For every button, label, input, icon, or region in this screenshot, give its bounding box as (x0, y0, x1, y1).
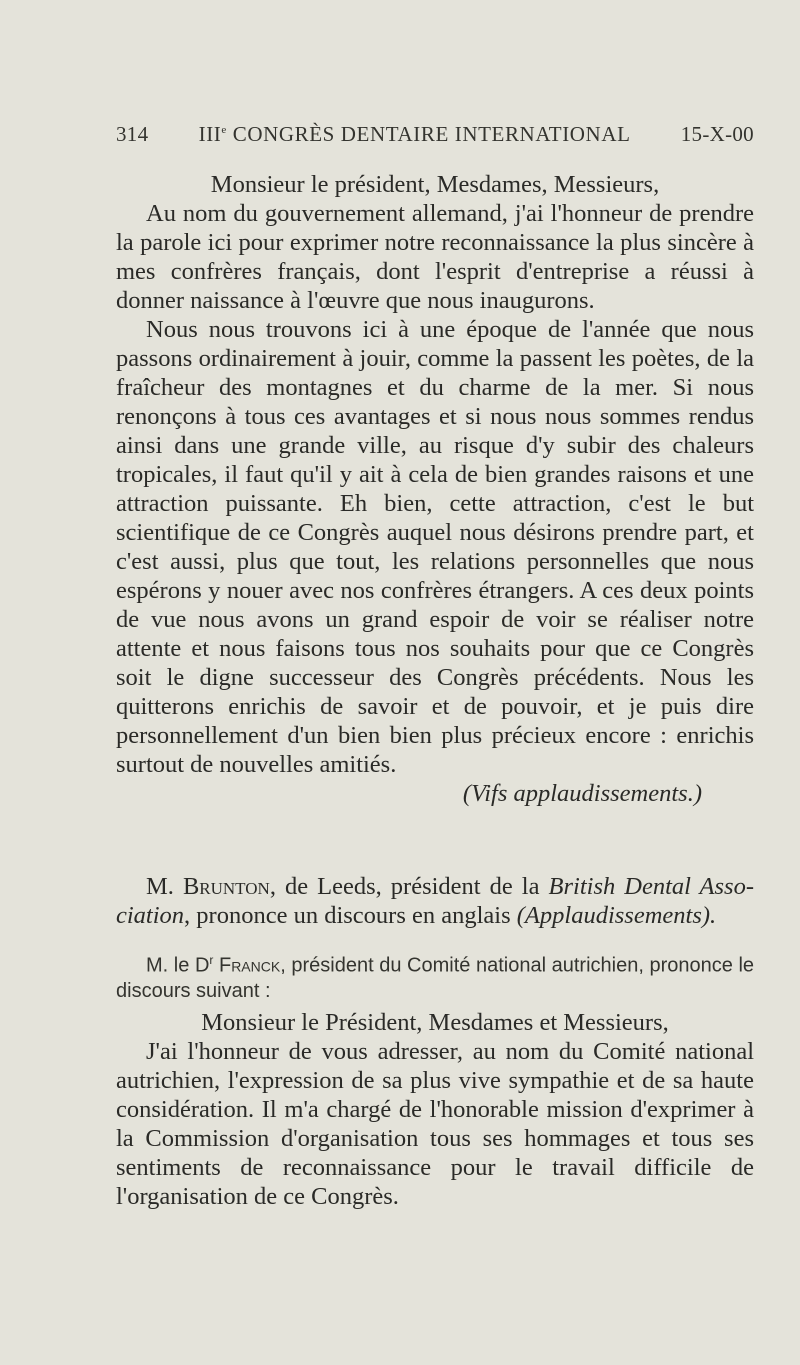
congress-title: CONGRÈS DENTAIRE INTERNATIONAL (226, 122, 631, 146)
brunton-association: British Dental Association (116, 873, 755, 929)
paragraph-austrian-1: J'ai l'honneur de vous adresser, au nom du Comité national autrichien, l'expression de sa plus vive sympathie et de sa haute considération. Il m'a chargé de l'honorable mission d'exprimer à la Commission d'organisation tous ses hommages et tous ses sentiments de reconnaissance pour le travail difficile de l'organisation de ce Congrès. (116, 1038, 754, 1210)
speech-austrian (116, 1008, 754, 1211)
franck-name: Franck (218, 954, 281, 977)
salutation-austrian: Monsieur le Président, Mesdames et Messieurs, (201, 1009, 669, 1036)
header-date: 15-X-00 (680, 122, 754, 146)
franck-prefix: M. le D (146, 954, 210, 977)
franck-text: , président du Comité national autrichien, prononce le discours suivant : (116, 954, 755, 1002)
brunton-name: Brunton (182, 873, 270, 900)
brunton-text-before: , de Leeds, président de la (269, 873, 549, 900)
running-title (199, 122, 631, 147)
roman-ordinal-suffix: e (221, 124, 227, 136)
brunton-prefix: M. (146, 873, 183, 900)
paragraph-german-2: Nous nous trouvons ici à une époque de l'année que nous passons ordinairement à jouir, comme la passent les poètes, de la fraîcheur des montagnes et du charme de la mer. Si nous renonçons à tous ces avantages et si nous nous sommes rendus ainsi dans une grande ville, au risque d'y subir des chaleurs tropicales, il faut qu'il y ait à cela de bien grandes raisons et une attraction puissante. Eh bien, cette attraction, c'est le but scientifique de ce Congrès auquel nous désirons prendre part, et c'est aussi, plus que tout, les relations personnelles que nous espérons y nouer avec nos confrères étrangers. A ces deux points de vue nous avons un grand espoir de voir se réaliser notre attente et nous faisons tous nos souhaits pour que ce Congrès soit le digne successeur des Congrès précédents. Nous les quitterons enrichis de savoir et de pouvoir, et je puis dire personnellement d'un bien bien plus précieux encore : enrichis surtout de nouvelles amitiés. (116, 316, 754, 778)
salutation-german: Monsieur le président, Mesdames, Messieurs, (210, 171, 660, 198)
franck-prefix-sup: r (209, 953, 214, 967)
congress-roman-numeral: III (198, 122, 222, 146)
brunton-text-after: , prononce un discours en anglais (184, 902, 517, 929)
paragraph-german-1: Au nom du gouvernement allemand, j'ai l'honneur de prendre la parole ici pour exprimer notre reconnaissance la plus sincère à mes confrères français, dont l'esprit d'entreprise a réussi à donner naissance à l'œuvre que nous inaugurons. (116, 200, 754, 314)
page-number: 314 (116, 122, 149, 146)
applause-note: (Vifs applaudissements.) (462, 780, 702, 807)
speech-german (116, 170, 754, 808)
brunton-paragraph (116, 872, 754, 930)
brunton-applause: (Applaudissements). (516, 902, 717, 929)
running-header (116, 122, 754, 147)
franck-paragraph (116, 948, 754, 1004)
